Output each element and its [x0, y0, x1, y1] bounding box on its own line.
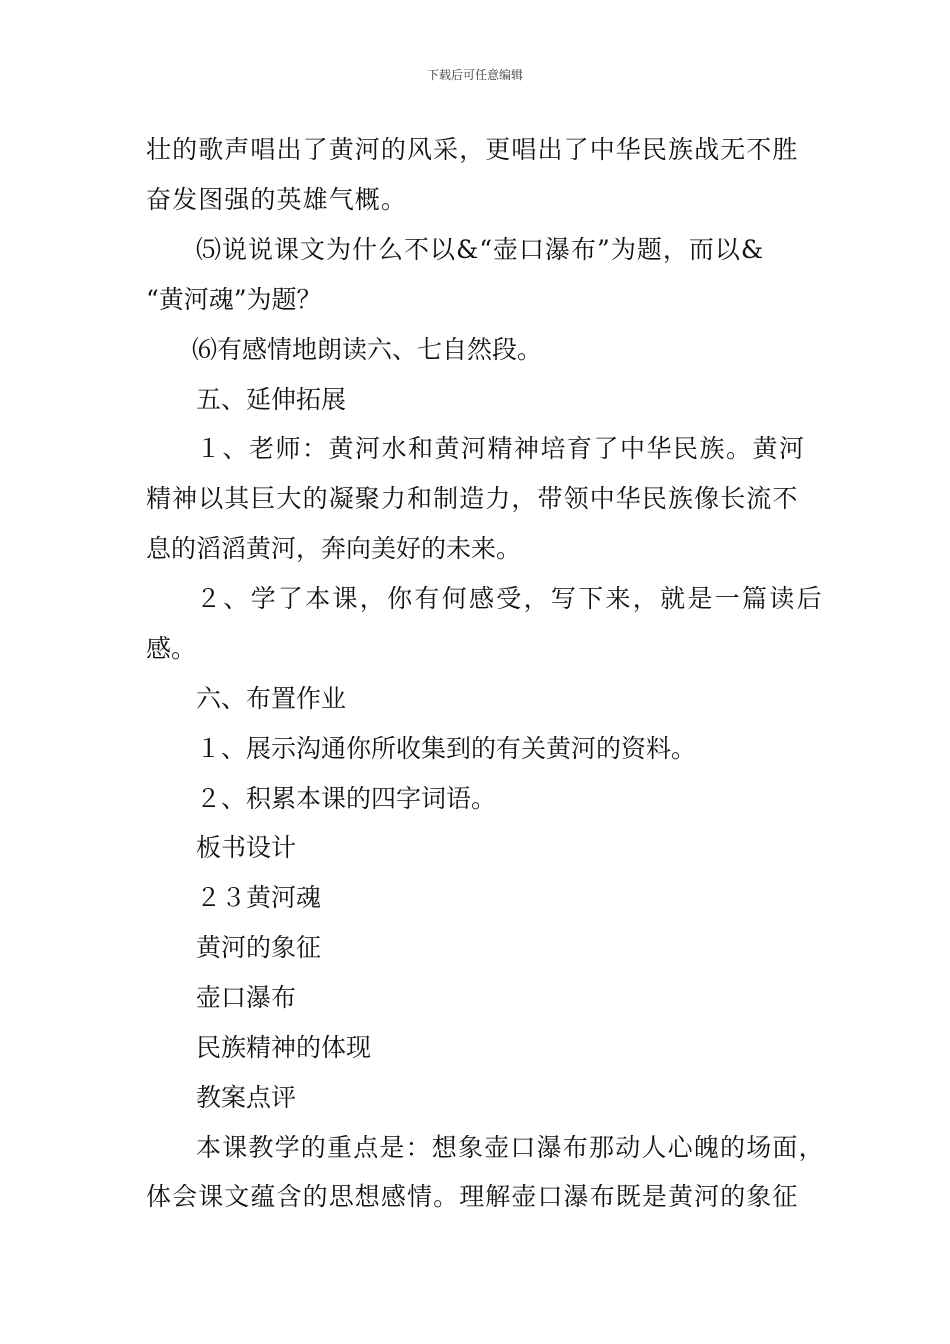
text-line-1: 壮的歌声唱出了黄河的风采，更唱出了中华民族战无不胜 — [146, 135, 799, 164]
text-line-22: 体会课文蕴含的思想感情。理解壶口瀑布既是黄河的象征 — [146, 1182, 799, 1211]
text-line-15: 板书设计 — [196, 833, 297, 862]
text-line-17: 黄河的象征 — [196, 933, 322, 962]
text-line-3: ⑸说说课文为什么不以&“壶口瀑布”为题，而以& — [196, 235, 765, 264]
text-line-18: 壶口瀑布 — [196, 983, 297, 1012]
text-line-19: 民族精神的体现 — [196, 1033, 372, 1062]
text-line-14: ２、积累本课的四字词语。 — [196, 784, 497, 813]
text-line-8: 精神以其巨大的凝聚力和制造力，带领中华民族像长流不 — [146, 484, 799, 513]
text-line-10: ２、学了本课，你有何感受，写下来，就是一篇读后 — [196, 584, 824, 613]
text-line-6: 五、延伸拓展 — [196, 385, 347, 414]
text-line-9: 息的滔滔黄河，奔向美好的未来。 — [146, 534, 522, 563]
text-line-11: 感。 — [146, 634, 197, 663]
text-line-12: 六、布置作业 — [196, 684, 347, 713]
text-line-13: １、展示沟通你所收集到的有关黄河的资料。 — [196, 734, 697, 763]
text-line-7: １、老师：黄河水和黄河精神培育了中华民族。黄河 — [196, 434, 806, 463]
text-line-4: “黄河魂”为题？ — [146, 285, 322, 314]
page-header: 下载后可任意编辑 — [426, 68, 523, 82]
text-line-16: ２３黄河魂 — [196, 883, 322, 912]
text-line-21: 本课教学的重点是：想象壶口瀑布那动人心魄的场面， — [196, 1133, 825, 1162]
text-line-20: 教案点评 — [196, 1083, 297, 1112]
text-line-2: 奋发图强的英雄气概。 — [146, 185, 408, 214]
text-line-5: ⑹有感情地朗读六、七自然段。 — [192, 335, 543, 364]
